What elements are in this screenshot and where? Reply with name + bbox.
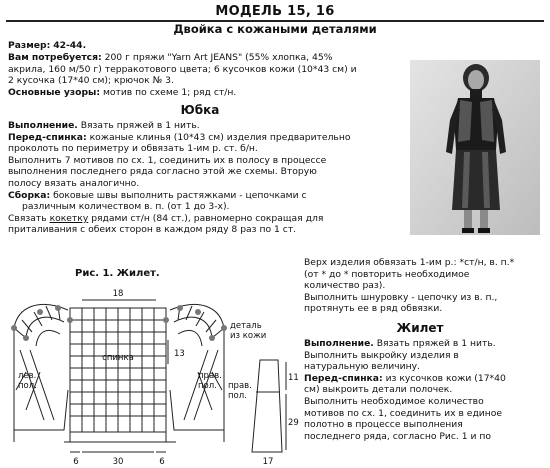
materials-block bbox=[8, 52, 404, 98]
dim-side: 13 bbox=[174, 349, 185, 359]
vest-exec-text-1: Вязать пряжей в 1 нить. bbox=[376, 338, 496, 349]
materials-line-1 bbox=[8, 52, 404, 64]
page-title: Двойка с кожаными деталями bbox=[173, 22, 377, 36]
dim-detail-17: 17 bbox=[262, 457, 274, 467]
skirt-block bbox=[8, 120, 404, 236]
materials-label: Вам потребуется: bbox=[8, 52, 102, 63]
dim-detail-29: 29 bbox=[288, 418, 299, 428]
skirt-fb-line-2: проколоть по периметру и обвязать 1-им р. ст. б/н. bbox=[8, 143, 258, 155]
model-silhouette bbox=[410, 60, 540, 235]
skirt-assembly-text-1: боковые швы выполнить растяжками - цепочками с bbox=[53, 189, 307, 201]
skirt-p3-line-2: выполнения последнего ряда согласно этой же схемы. Вторую bbox=[8, 166, 317, 178]
materials-line-3: 2 кусочка (17*40 см); крючок № 3. bbox=[8, 75, 174, 87]
skirt-p3-line-1: Выполнить 7 мотивов по сх. 1, соединить их в полосу в процессе bbox=[8, 154, 327, 166]
size-value: 42-44. bbox=[53, 40, 87, 51]
skirt-exec-value: Вязать пряжей в 1 нить. bbox=[80, 120, 200, 131]
right-front-label-1: прав. bbox=[198, 371, 222, 381]
materials-text-1: 200 г пряжи "Yarn Art JEANS" (55% хлопка, 45% bbox=[104, 52, 333, 63]
right-line-3: количество раз). bbox=[304, 280, 386, 292]
vest-exec-label: Выполнение. bbox=[304, 338, 374, 349]
skirt-tie-word: кокетку bbox=[49, 212, 89, 224]
dim-bottom-right: 6 bbox=[159, 457, 165, 467]
detail-label-2: из кожи bbox=[230, 331, 267, 341]
figure-caption: Рис. 1. Жилет. bbox=[75, 268, 160, 279]
vest-fb-label: Перед-спинка: bbox=[304, 372, 383, 384]
right-line-1: Верх изделия обвязать 1-им р.: *ст/н, в. п.* bbox=[304, 257, 515, 268]
size-line bbox=[8, 40, 86, 52]
detail-label-1: деталь bbox=[230, 321, 262, 331]
dim-bottom-left: 6 bbox=[73, 457, 79, 467]
vest-exec-line-2: Выполнить выкройку изделия в bbox=[304, 349, 459, 361]
detail-part-label-2: пол. bbox=[228, 391, 247, 401]
size-label: Размер: bbox=[8, 40, 51, 51]
leather-detail-shape bbox=[252, 360, 282, 452]
vest-fb-line-2: см) выкроить детали полочек. bbox=[304, 384, 453, 396]
vest-m-line-3: полотно в процессе выполнения bbox=[304, 419, 463, 431]
skirt-p3-line-3: полосу вязать аналогично. bbox=[8, 177, 140, 189]
patterns-label: Основные узоры: bbox=[8, 86, 101, 98]
vest-heading: Жилет bbox=[396, 321, 444, 335]
skirt-exec-line bbox=[8, 120, 404, 132]
dim-top: 18 bbox=[112, 289, 124, 299]
right-line-4: Выполнить шнуровку - цепочку из в. п., bbox=[304, 291, 498, 303]
patterns-line bbox=[8, 87, 404, 99]
detail-part-label-1: прав. bbox=[228, 381, 252, 391]
back-grid bbox=[70, 308, 166, 432]
vest-exec-line-1 bbox=[304, 338, 544, 350]
skirt-heading: Юбка bbox=[180, 103, 220, 117]
skirt-assembly-line-2: различным количеством в. п. (от 1 до 3-х). bbox=[22, 201, 230, 213]
skirt-assembly-label: Сборка: bbox=[8, 189, 51, 201]
vest-exec-line-3: натуральную величину. bbox=[304, 361, 420, 373]
skirt-tie-pre: Связать bbox=[8, 212, 47, 224]
dim-bottom-mid: 30 bbox=[112, 457, 124, 467]
left-front-label-2: пол. bbox=[18, 381, 37, 391]
connection-marks bbox=[11, 305, 227, 341]
vest-m-line-2: мотивов по сх. 1, соединить их в единое bbox=[304, 407, 503, 419]
skirt-tie-post: рядами ст/н (84 ст.), равномерно сокращая для bbox=[91, 212, 324, 224]
left-front-label-1: лев. bbox=[18, 371, 37, 381]
patterns-value: мотив по схеме 1; ряд ст/н. bbox=[102, 86, 237, 98]
skirt-assembly-line-1 bbox=[8, 190, 404, 202]
vest-m-line-1: Выполнить необходимое количество bbox=[304, 395, 484, 407]
skirt-tie-line-1 bbox=[8, 213, 404, 225]
back-label: спинка bbox=[102, 353, 134, 363]
skirt-fb-label: Перед-спинка: bbox=[8, 131, 87, 143]
vest-fb-text-1: из кусочков кожи (17*40 bbox=[385, 372, 506, 384]
right-text-block bbox=[304, 257, 544, 315]
skirt-fb-line-1 bbox=[8, 132, 404, 144]
skirt-fb-text-1: кожаные клинья (10*43 см) изделия предварительно bbox=[89, 131, 351, 143]
model-photo bbox=[410, 60, 540, 235]
right-line-5: протянуть ее в ряд обвязки. bbox=[304, 303, 443, 315]
skirt-exec-label: Выполнение. bbox=[8, 120, 78, 131]
dim-detail-11: 11 bbox=[288, 373, 299, 383]
right-line-2: (от * до * повторить необходимое bbox=[304, 268, 470, 280]
vest-diagram bbox=[0, 280, 300, 468]
skirt-tie-line-2: приталивания с обеих сторон в каждом ряду 8 раз по 1 ст. bbox=[8, 224, 297, 236]
model-title: МОДЕЛЬ 15, 16 bbox=[215, 4, 335, 19]
materials-line-2: акрила, 160 м/50 г) терракотового цвета; 6 кусочков кожи (10*43 см) и bbox=[8, 63, 357, 75]
vest-fb-line-1 bbox=[304, 373, 544, 385]
vest-block bbox=[304, 338, 544, 442]
right-front-label-2: пол. bbox=[198, 381, 217, 391]
vest-m-line-4: последнего ряда, согласно Рис. 1 и по bbox=[304, 430, 492, 442]
